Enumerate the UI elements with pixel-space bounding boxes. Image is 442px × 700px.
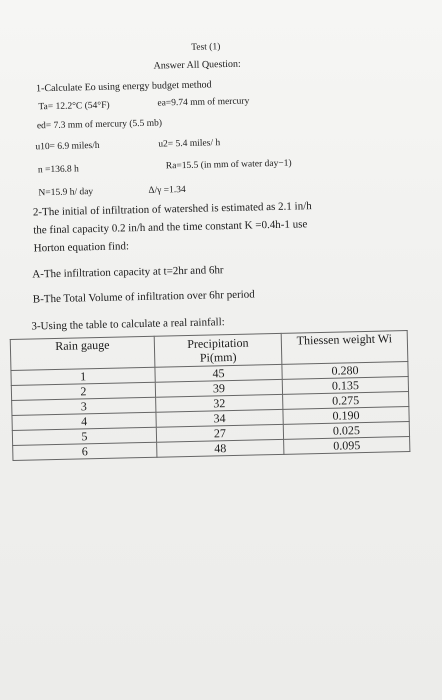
cell-precipitation: 27 — [156, 424, 283, 442]
q1-prompt: 1-Calculate Eo using energy budget method — [35, 79, 212, 95]
cell-weight: 0.275 — [283, 391, 409, 409]
cell-precipitation: 48 — [157, 439, 284, 457]
q1-ed: ed= 7.3 mm of mercury (5.5 mb) — [36, 118, 163, 132]
q2-part-a: A-The infiltration capacity at t=2hr and 6hr — [32, 264, 224, 281]
q2-part-b: B-The Total Volume of infiltration over 6hr period — [32, 288, 255, 306]
q1-delta-gamma: Δ/γ =1.34 — [148, 184, 186, 196]
header-precipitation — [154, 333, 282, 367]
cell-precipitation: 34 — [156, 409, 283, 427]
q1-ta: Ta= 12.2°C (54°F) — [38, 100, 110, 113]
header-precipitation-line2: Pi(mm) — [199, 349, 237, 365]
cell-weight: 0.190 — [283, 406, 409, 424]
q2-line1: 2-The initial of infiltration of watershed is estimated as 2.1 in/h — [32, 200, 312, 219]
q1-u2: u2= 5.4 miles/ h — [158, 138, 221, 150]
q1-n: n =136.8 h — [37, 164, 80, 176]
cell-precipitation: 39 — [155, 379, 282, 397]
cell-precipitation: 32 — [156, 394, 283, 412]
header-precipitation-line1: Precipitation — [187, 335, 249, 351]
test-instruction: Answer All Question: — [153, 58, 241, 72]
cell-gauge: 2 — [11, 382, 155, 400]
q1-N: N=15.9 h/ day — [38, 187, 94, 199]
q1-ra: Ra=15.5 (in mm of water day−1) — [165, 158, 292, 172]
cell-weight: 0.280 — [282, 361, 408, 379]
cell-gauge: 4 — [12, 412, 156, 430]
cell-weight: 0.025 — [283, 421, 409, 439]
q3-prompt: 3-Using the table to calculate a real rainfall: — [31, 316, 225, 333]
cell-gauge: 1 — [11, 367, 155, 385]
test-title: Test (1) — [191, 42, 221, 53]
cell-gauge: 5 — [12, 427, 156, 445]
cell-weight: 0.095 — [284, 436, 410, 454]
cell-gauge: 3 — [12, 397, 156, 415]
header-rain-gauge: Rain gauge — [10, 336, 155, 370]
q1-ea: ea=9.74 mm of mercury — [157, 96, 250, 109]
cell-weight: 0.135 — [282, 376, 408, 394]
header-thiessen-weight: Thiessen weight Wi — [281, 330, 408, 364]
cell-gauge: 6 — [13, 442, 157, 460]
rainfall-table — [10, 330, 411, 461]
q1-u10: u10= 6.9 miles/h — [35, 140, 100, 153]
q2-line3: Horton equation find: — [33, 240, 130, 255]
q2-line2: the final capacity 0.2 in/h and the time constant K =0.4h-1 use — [33, 218, 308, 237]
cell-precipitation: 45 — [155, 364, 282, 382]
